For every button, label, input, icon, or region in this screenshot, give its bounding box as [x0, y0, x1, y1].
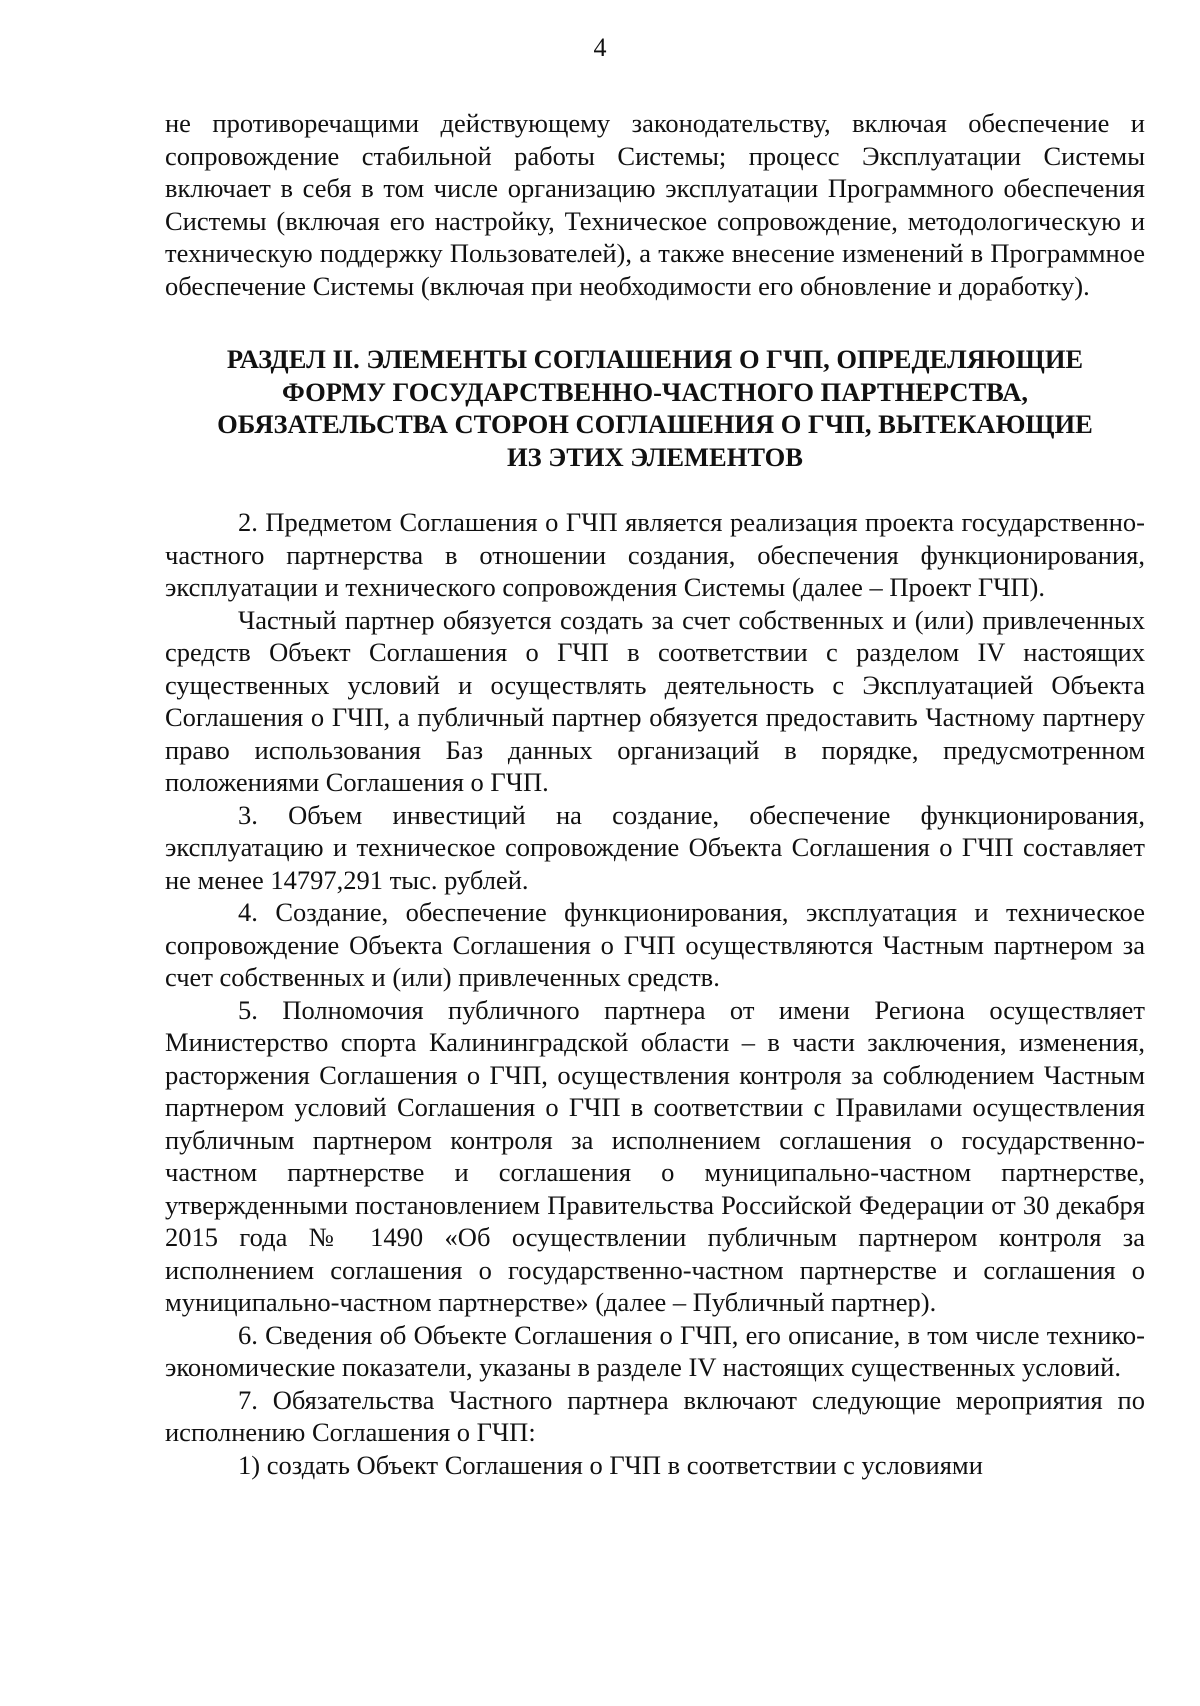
document-body: [165, 107, 1145, 1481]
paragraph-item-6: 6. Сведения об Объекте Соглашения о ГЧП, его описание, в том числе технико-экономические показатели, указаны в разделе IV настоящих существенных условий.: [165, 1319, 1145, 1382]
paragraph-item-2: 2. Предметом Соглашения о ГЧП является реализация проекта государственно-частного партнерства в отношении создания, обеспечения функционирования, эксплуатации и технического сопровождения Системы (далее – Проект ГЧП).: [165, 507, 1145, 602]
paragraph-item-4: 4. Создание, обеспечение функционирования, эксплуатация и техническое сопровождение Объекта Соглашения о ГЧП осуществляются Частным партнером за счет собственных и (или) привлеченных средств.: [165, 897, 1145, 992]
section-heading-line: ОБЯЗАТЕЛЬСТВА СТОРОН СОГЛАШЕНИЯ О ГЧП, ВЫТЕКАЮЩИЕ: [217, 409, 1093, 439]
paragraph-subitem-1: 1) создать Объект Соглашения о ГЧП в соответствии с условиями: [238, 1449, 983, 1480]
section-heading-line: РАЗДЕЛ II. ЭЛЕМЕНТЫ СОГЛАШЕНИЯ О ГЧП, ОПРЕДЕЛЯЮЩИЕ: [226, 344, 1084, 374]
section-heading-line: ИЗ ЭТИХ ЭЛЕМЕНТОВ: [507, 441, 803, 472]
section-heading: [165, 343, 1145, 473]
paragraph-item-5: 5. Полномочия публичного партнера от имени Региона осуществляет Министерство спорта Калининградской области – в части заключения, изменения, расторжения Соглашения о ГЧП, осуществления контроля за соблюдением Частным партнером условий Соглашения о ГЧП в соответствии с Правилами осуществления публичным партнером контроля за исполнением соглашения о государственно-частном партнерстве и соглашения о муниципально-частном партнерстве, утвержденными постановлением Правительства Российской Федерации от 30 декабря 2015 года № 1490 «Об осуществлении публичным партнером контроля за исполнением соглашения о государственно-частном партнерстве и соглашения о муниципально-частном партнерстве» (далее – Публичный партнер).: [165, 994, 1145, 1317]
intro-paragraph: не противоречащими действующему законодательству, включая обеспечение и сопровождение стабильной работы Системы; процесс Эксплуатации Системы включает в себя в том числе организацию эксплуатации Программного обеспечения Системы (включая его настройку, Техническое сопровождение, методологическую и техническую поддержку Пользователей), а также внесение изменений в Программное обеспечение Системы (включая при необходимости его обновление и доработку).: [165, 108, 1145, 301]
page-number: 4: [593, 33, 607, 62]
section-heading-line: ФОРМУ ГОСУДАРСТВЕННО-ЧАСТНОГО ПАРТНЕРСТВА,: [282, 376, 1028, 407]
paragraph-private-partner-obligation: Частный партнер обязуется создать за счет собственных и (или) привлеченных средств Объект Соглашения о ГЧП в соответствии с разделом IV настоящих существенных условий и осуществлять деятельность с Эксплуатацией Объекта Соглашения о ГЧП, а публичный партнер обязуется предоставить Частному партнеру право использования Баз данных организаций в порядке, предусмотренном положениями Соглашения о ГЧП.: [165, 604, 1145, 797]
paragraph-item-7: 7. Обязательства Частного партнера включают следующие мероприятия по исполнению Соглашения о ГЧП:: [165, 1384, 1145, 1447]
paragraph-item-3: 3. Объем инвестиций на создание, обеспечение функционирования, эксплуатацию и техническое сопровождение Объекта Соглашения о ГЧП составляет не менее 14797,291 тыс. рублей.: [165, 799, 1145, 895]
